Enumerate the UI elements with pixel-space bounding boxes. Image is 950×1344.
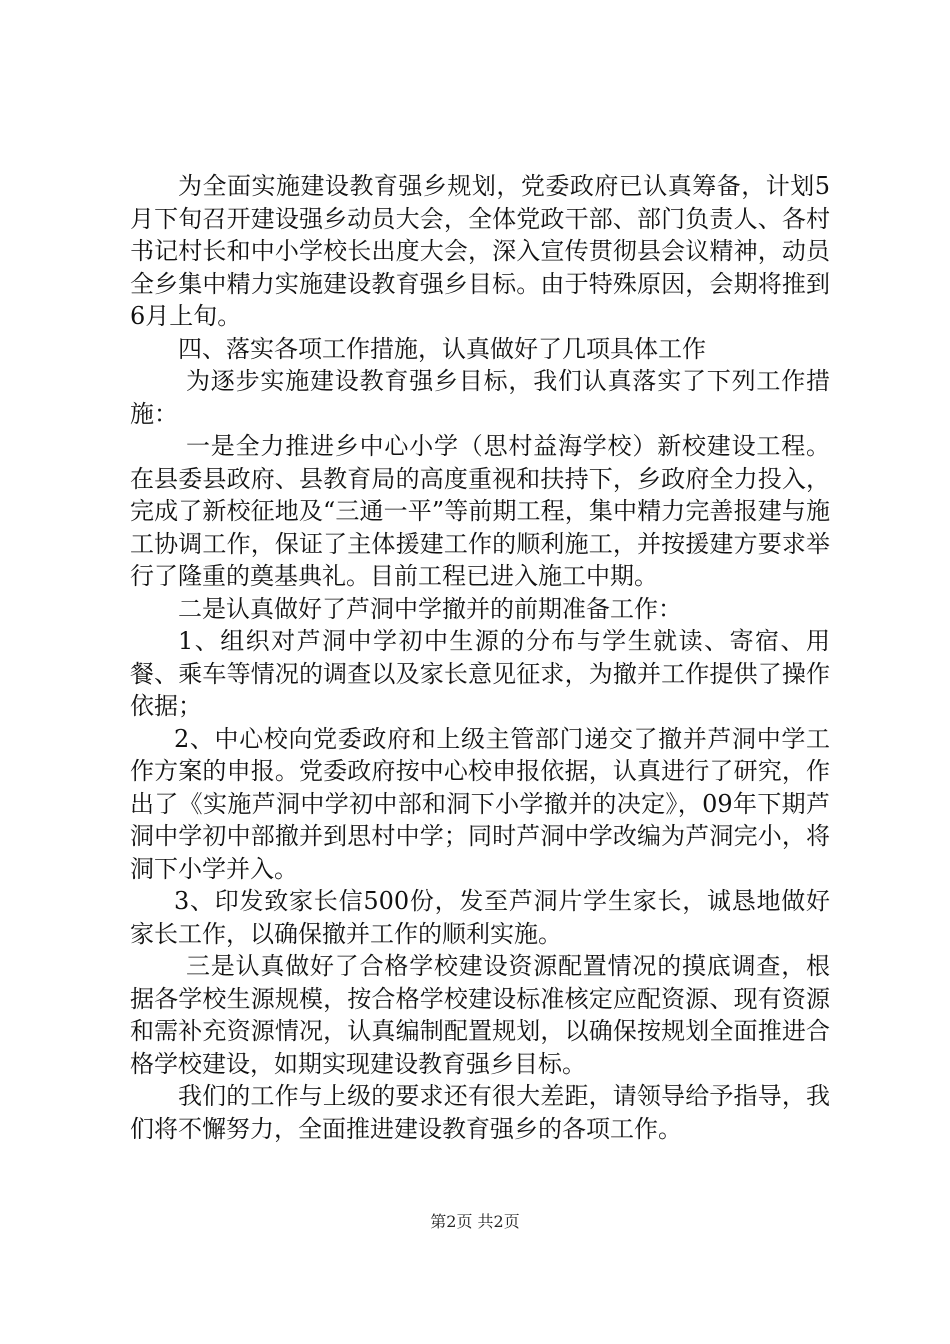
paragraph-subitem-2: 2、中心校向党委政府和上级主管部门递交了撤并芦洞中学工作方案的申报。党委政府按中心校申报依据，认真进行了研究，作出了《实施芦洞中学初中部和洞下小学撤并的决定》，09年下期芦洞中学初中部撤并到思村中学；同时芦洞中学改编为芦洞完小，将洞下小学并入。 <box>130 724 830 883</box>
section-heading-four: 四、落实各项工作措施，认真做好了几项具体工作 <box>178 334 706 363</box>
document-body <box>130 170 830 1145</box>
paragraph-item-two: 二是认真做好了芦洞中学撤并的前期准备工作： <box>178 594 682 623</box>
paragraph-item-one: 一是全力推进乡中心小学（思村益海学校）新校建设工程。在县委县政府、县教育局的高度重视和扶持下，乡政府全力投入，完成了新校征地及“三通一平”等前期工程，集中精力完善报建与施工协调工作，保证了主体援建工作的顺利施工，并按援建方要求举行了隆重的奠基典礼。目前工程已进入施工中期。 <box>130 432 830 590</box>
paragraph-subitem-3: 3、印发致家长信500份，发至芦洞片学生家长，诚恳地做好家长工作，以确保撤并工作的顺利实施。 <box>130 887 830 948</box>
paragraph-measures-intro: 为逐步实施建设教育强乡目标，我们认真落实了下列工作措施： <box>130 367 830 428</box>
paragraph-mobilization-meeting: 为全面实施建设教育强乡规划，党委政府已认真筹备，计划5月下旬召开建设强乡动员大会，全体党政干部、部门负责人、各村书记村长和中小学校长出度大会，深入宣传贯彻县会议精神，动员全乡集中精力实施建设教育强乡目标。由于特殊原因，会期将推到6月上旬。 <box>130 172 830 330</box>
page-footer <box>0 1212 950 1232</box>
paragraph-item-three: 三是认真做好了合格学校建设资源配置情况的摸底调查，根据各学校生源规模，按合格学校建设标准核定应配资源、现有资源和需补充资源情况，认真编制配置规划，以确保按规划全面推进合格学校建设，如期实现建设教育强乡目标。 <box>130 952 830 1078</box>
page-number-label: 第2页 共2页 <box>430 1212 520 1231</box>
paragraph-subitem-1: 1、组织对芦洞中学初中生源的分布与学生就读、寄宿、用餐、乘车等情况的调查以及家长意见征求，为撤并工作提供了操作依据； <box>130 627 830 720</box>
paragraph-closing: 我们的工作与上级的要求还有很大差距，请领导给予指导，我们将不懈努力，全面推进建设教育强乡的各项工作。 <box>130 1082 830 1143</box>
